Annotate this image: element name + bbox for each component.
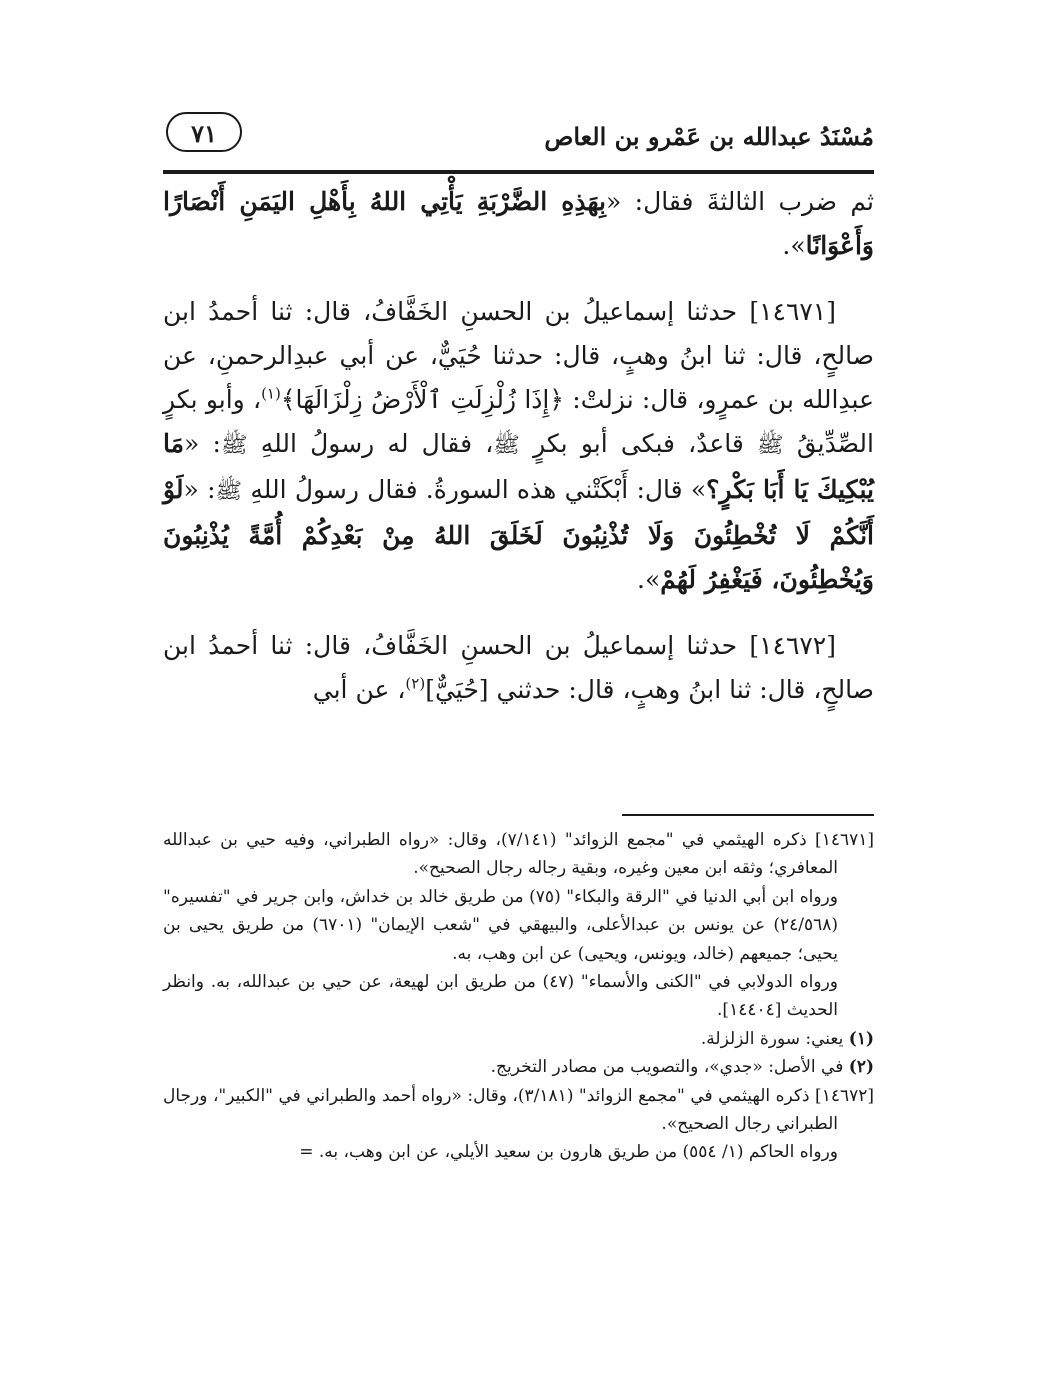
footnote-ref[interactable]: (١) — [261, 384, 281, 403]
hadith-quote: مَا يُبْكِيكَ يَا أَبَا بَكْرٍ؟ — [163, 429, 874, 504]
page-header — [160, 112, 874, 160]
header-rule — [163, 170, 874, 174]
honorific-glyph: ﷺ — [220, 433, 248, 458]
hadith-14671 — [163, 290, 874, 602]
footnote-takhrij: ورواه الحاكم (١/ ٥٥٤) من طريق هارون بن سعيد الأيلي، عن ابن وهب، به. = — [299, 1142, 838, 1163]
page-number: ٧١ — [166, 112, 242, 152]
footnote-takhrij: ورواه ابن أبي الدنيا في "الرقة والبكاء" (٧٥) من طريق خالد بن خداش، وابن جرير في "تفسيره" (٢٤/٥٦٨) عن يونس بن عبدالأعلى، والبيهقي في "شعب الإيمان" (٦٧٠١) من طريق يحيى بن يحيى؛ جميعهم (خالد، ويونس، ويحيى) عن ابن وهب، به. — [163, 886, 838, 964]
footnote-1 — [163, 1025, 874, 1053]
footnote-number: (٢) — [848, 1057, 874, 1078]
hadith-quote: لَوْ أَنَّكُمْ لَا تُخْطِئُونَ وَلَا تُذْنِبُونَ لَخَلَقَ اللهُ مِنْ بَعْدِكُمْ أُمَّةً يُذْنِبُونَ وَيُخْطِئُونَ، فَيَغْفِرُ لَهُمْ — [163, 475, 874, 594]
running-title: مُسْنَدُ عبدالله بن عَمْرو بن العاص — [544, 122, 874, 151]
footnotes — [163, 826, 874, 1167]
footnote-ref[interactable]: (٢) — [405, 674, 426, 693]
text: ، وأبو بكرٍ الصِّدِّيقُ — [163, 385, 874, 458]
honorific-glyph: ﷺ — [215, 479, 243, 504]
hadith-14672 — [163, 624, 874, 712]
footnote-takhrij: [١٤٦٧٢] ذكره الهيثمي في "مجمع الزوائد" (٣/١٨١)، وقال: «رواه أحمد والطبراني في "الكبير"، ورجال الطبراني رجال الصحيح». — [163, 1085, 874, 1135]
footnote-takhrij: [١٤٦٧١] ذكره الهيثمي في "مجمع الزوائد" (٧/١٤١)، وقال: «رواه الطبراني، وفيه حيي بن عبدالله المعافري؛ وثقه ابن معين وغيره، وبقية رجاله رجال الصحيح». — [163, 830, 874, 879]
text: : « — [184, 429, 221, 458]
footnote-number: (١) — [848, 1028, 874, 1049]
text: ﴾ — [280, 385, 296, 414]
hadith-quote: بِهَذِهِ الضَّرْبَةِ يَأْتِي اللهُ بِأَهْلِ اليَمَنِ أَنْصَارًا وَأَعْوَانًا — [163, 187, 874, 260]
honorific-glyph: ﷺ — [757, 433, 784, 458]
footnote-text: يعني: سورة الزلزلة. — [700, 1028, 844, 1049]
text: ثم ضرب الثالثةَ فقال: « — [605, 187, 875, 216]
footnote-takhrij: ورواه الدولابي في "الكنى والأسماء" (٤٧) من طريق ابن لهيعة، عن حيي بن عبدالله، به. وانظر الحديث [١٤٤٠٤]. — [163, 972, 838, 1021]
text: [١٤٦٧٢] حدثنا إسماعيلُ بن الحسنِ الخَفَّافُ، قال: ثنا أحمدُ ابن صالحٍ، قال: ثنا ابنُ وهبٍ، قال: حدثني [حُيَيٌّ] — [163, 631, 874, 704]
text: ، عن أبي — [312, 675, 406, 704]
text: ». — [637, 565, 661, 594]
main-text — [163, 180, 874, 734]
text: قاعدٌ، فبكى أبو بكرٍ — [519, 429, 758, 458]
text: ، فقال له رسولُ اللهِ — [247, 429, 494, 458]
footnote-text: في الأصل: «جدي»، والتصويب من مصادر التخريج. — [490, 1057, 844, 1078]
honorific-glyph: ﷺ — [493, 433, 520, 458]
quran-verse: إِذَا زُلْزِلَتِ ٱلْأَرْضُ زِلْزَالَهَا — [295, 385, 550, 414]
footnote-2 — [163, 1053, 874, 1081]
text: [١٤٦٧١] حدثنا إسماعيلُ بن الحسنِ الخَفَّافُ، قال: ثنا أحمدُ ابن صالحٍ، قال: ثنا ابنُ وهبٍ، قال: حدثنا حُيَيٌّ، عن أبي عبدِالرحمنِ، عن عبدِالله بن عمرٍو، قال: نزلتْ: ﴿ — [163, 297, 875, 414]
paragraph-continuation — [163, 180, 874, 268]
footnote-separator — [622, 814, 874, 816]
text: » قال: أَبْكَتْني هذه السورةُ. فقال رسولُ اللهِ — [242, 475, 707, 504]
text: ». — [782, 231, 806, 260]
text: : « — [183, 475, 216, 504]
